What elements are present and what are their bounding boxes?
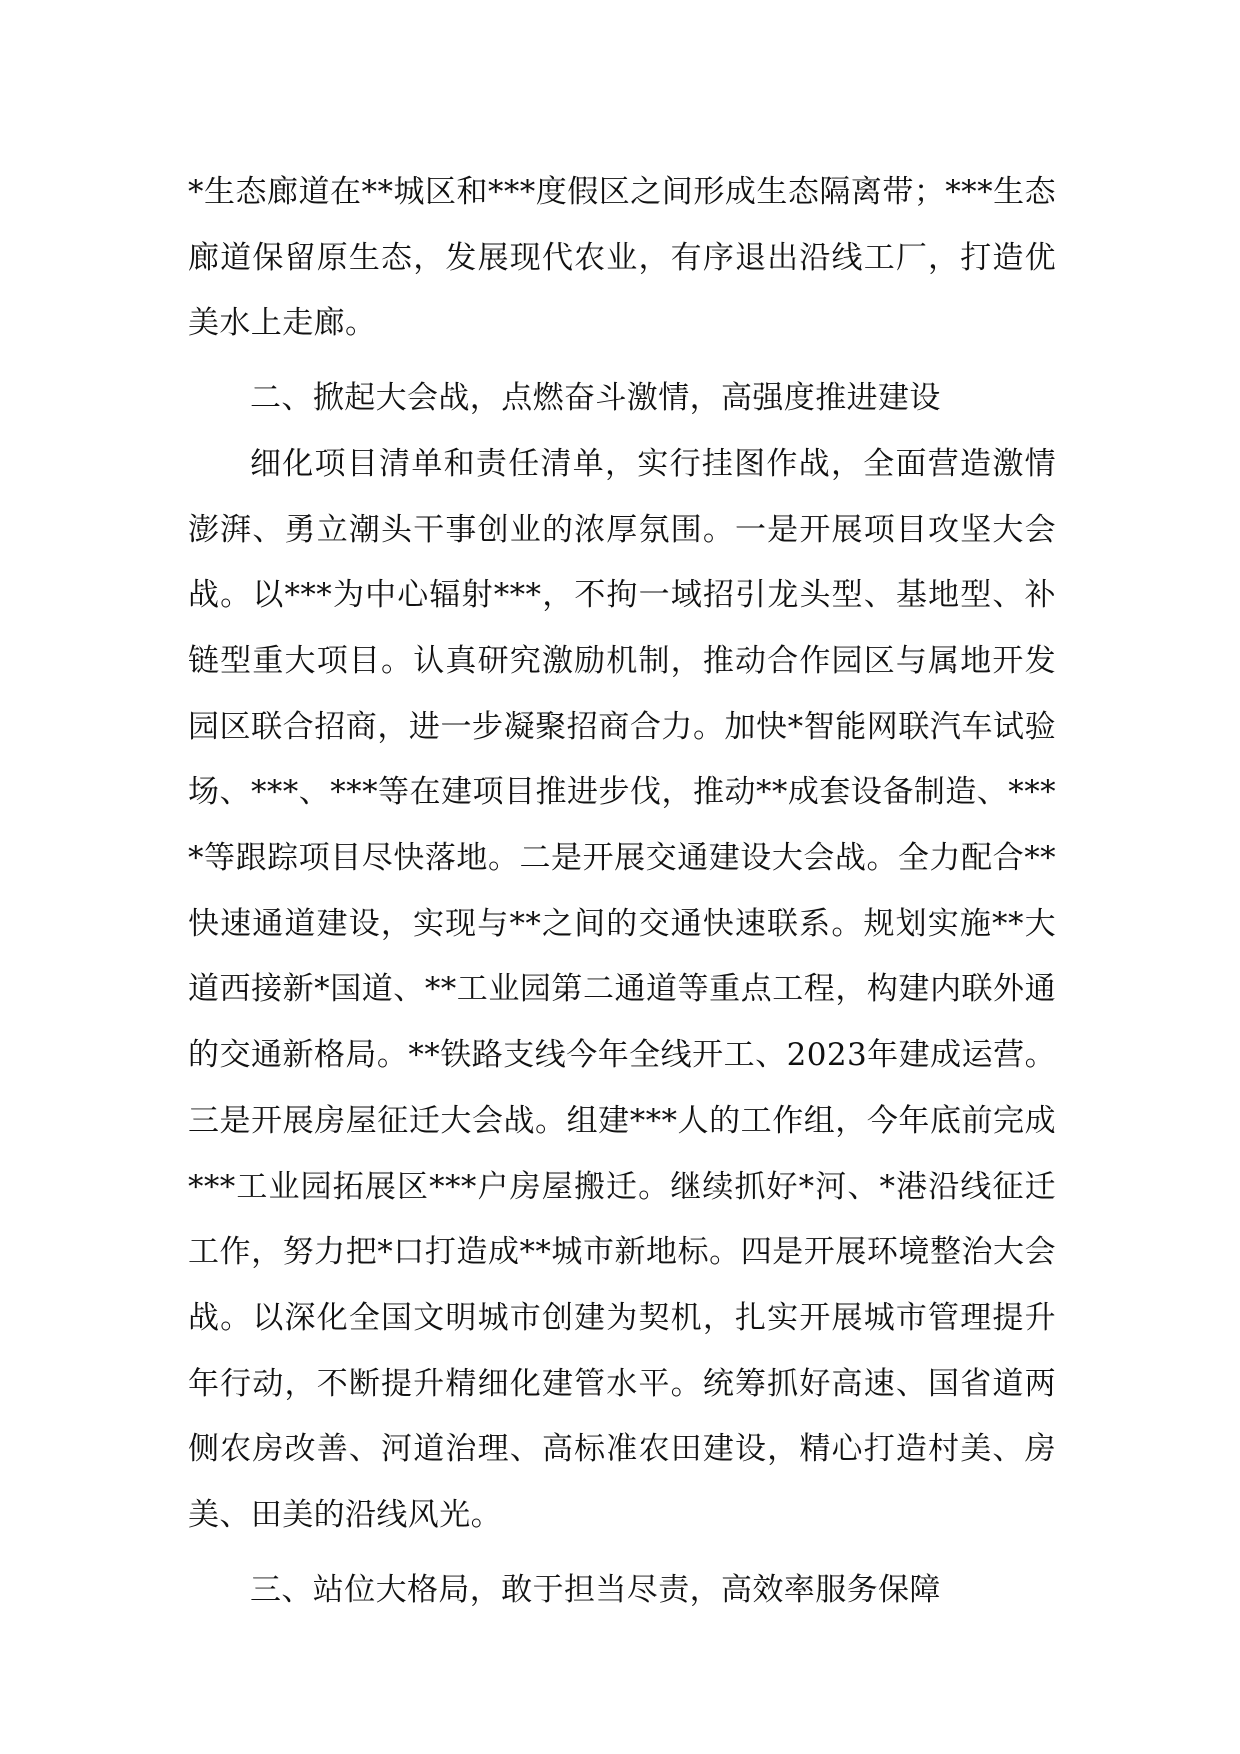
document-body: [188, 160, 1056, 1623]
paragraph-gap: [188, 1549, 1056, 1558]
section-heading-2: 二、掀起大会战，点燃奋斗激情，高强度推进建设: [250, 380, 941, 417]
paragraph-continuation: *生态廊道在**城区和***度假区之间形成生态隔离带；***生态廊道保留原生态，发展现代农业，有序退出沿线工厂，打造优美水上走廊。: [188, 174, 1056, 342]
section-heading-3: 三、站位大格局，敢于担当尽责，高效率服务保障: [250, 1571, 941, 1608]
paragraph-gap: [188, 357, 1056, 366]
paragraph-body: 细化项目清单和责任清单，实行挂图作战，全面营造激情澎湃、勇立潮头干事创业的浓厚氛围。一是开展项目攻坚大会战。以***为中心辐射***，不拘一域招引龙头型、基地型、补链型重大项目。认真研究激励机制，推动合作园区与属地开发园区联合招商，进一步凝聚招商合力。加快*智能网联汽车试验场、***、***等在建项目推进步伐，推动**成套设备制造、****等跟踪项目尽快落地。二是开展交通建设大会战。全力配合**快速通道建设，实现与**之间的交通快速联系。规划实施**大道西接新*国道、**工业园第二通道等重点工程，构建内联外通的交通新格局。**铁路支线今年全线开工、2023年建成运营。三是开展房屋征迁大会战。组建***人的工作组，今年底前完成***工业园拓展区***户房屋搬迁。继续抓好*河、*港沿线征迁工作，努力把*口打造成**城市新地标。四是开展环境整治大会战。以深化全国文明城市创建为契机，扎实开展城市管理提升年行动，不断提升精细化建管水平。统筹抓好高速、国省道两侧农房改善、河道治理、高标准农田建设，精心打造村美、房美、田美的沿线风光。: [188, 445, 1056, 1534]
